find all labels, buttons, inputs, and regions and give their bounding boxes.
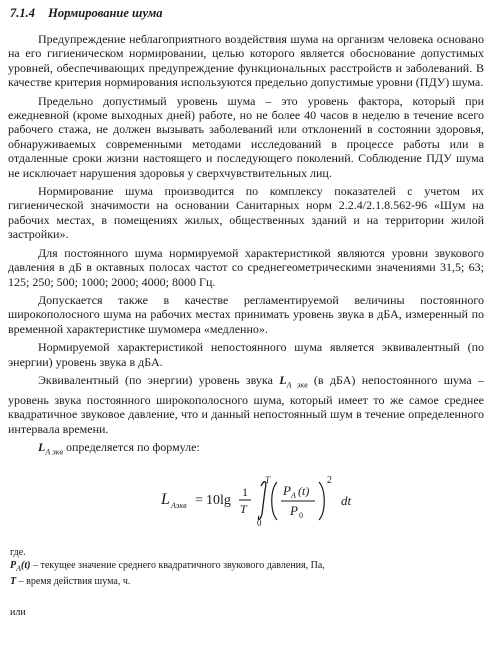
def-pa-sub: A xyxy=(16,563,21,573)
paragraph-nonconstant-noise: Нормируемой характеристикой непостоянного шума является эквивалентный (по энергии) уровень звука в дБА. xyxy=(8,340,484,369)
paragraph-constant-noise: Для постоянного шума нормируемой характеристикой являются уровни звукового давления в дБ в октавных полосах частот со среднегеометрическими значениями 31,5; 63; 125; 250; 500; 1000; 2000; 4000; 8000 Гц. xyxy=(8,245,484,289)
formula-dt: dt xyxy=(341,492,352,508)
formula-lhs: L xyxy=(161,490,170,508)
formula-inner-num: P xyxy=(283,482,291,498)
formula-int-lower: 0 xyxy=(257,517,262,528)
formula-intro-sub: А экв xyxy=(45,447,63,457)
definition-t xyxy=(10,575,484,588)
section-heading xyxy=(10,6,484,21)
formula-svg xyxy=(161,468,391,532)
paragraph-intro: Предупреждение неблагоприятного воздействия шума на организм человека основано на его гигиеническом нормировании, целью которого является обоснование допустимых уровней, обеспечивающих предупреждение функциональных расстройств и заболеваний. В качестве критерия нормирования используются предельно допустимые уровни (ПДУ) шума. xyxy=(8,32,484,90)
formula-intro-text: определяется по формуле: xyxy=(62,439,200,454)
formula-equals: = xyxy=(195,492,203,508)
trailing-word: или xyxy=(10,606,26,618)
right-paren-icon xyxy=(319,482,324,520)
def-pa-arg: (t) xyxy=(21,559,31,571)
paragraph-equivalent-level xyxy=(8,373,484,436)
integral-sign-icon xyxy=(258,481,265,519)
formula-inner-num-sub: A xyxy=(291,490,296,500)
paragraph-sanitary-norms: Нормирование шума производится по комплексу показателей с учетом их гигиенической значимости на основании Санитарных норм 2.2.4/2.1.8.562-96 «Шум на рабочих местах, в помещениях жилых, общественных зданий и на территории жилой застройки». xyxy=(8,184,484,242)
formula-int-upper: T xyxy=(265,474,271,485)
section-number: 7.1.4 xyxy=(10,6,35,20)
def-t-symbol: T xyxy=(10,575,17,587)
formula-block xyxy=(68,468,484,532)
def-pa-text: – текущее значение среднего квадратичного звукового давления, Па, xyxy=(30,559,325,571)
eq-text-after: (в дБА) непостоянного шума – уровень звука постоянного широкополосного шума, который имеет то же самое среднее квадратичное звуковое давление, что и данный непостоянный шум в течение определенного интервала времени. xyxy=(8,372,485,436)
def-t-text: – время действия шума, ч. xyxy=(16,575,131,587)
paragraph-broadband-noise: Допускается также в качестве регламентируемой величины постоянного широкополосного шума на рабочих местах принимать уровень звука в дБА, измеренный по временной характеристике шумомера «медленно». xyxy=(8,292,484,336)
formula-inner-den-sub: 0 xyxy=(299,510,303,520)
formula-lhs-sub: Aэкв xyxy=(171,500,187,510)
where-label: где. xyxy=(10,546,26,558)
formula-frac-den: T xyxy=(240,501,247,516)
formula-power: 2 xyxy=(327,474,332,486)
def-pa-symbol: P xyxy=(10,559,17,571)
formula-intro-symbol: L xyxy=(38,439,46,454)
definitions-block xyxy=(10,546,484,588)
eq-symbol: L xyxy=(279,372,287,387)
definition-pa xyxy=(10,559,484,575)
paragraph-pdu-definition: Предельно допустимый уровень шума – это уровень фактора, который при ежедневной (кроме выходных дней) работе, но не более 40 часов в неделю в течение всего рабочего стажа, не должен вызывать заболеваний или отклонений в состоянии здоровья, обнаруживаемых современными методами исследований в процессе работы или в отдаленные сроки жизни настоящего и последующего поколений. Соблюдение ПДУ шума не исключает нарушения здоровья у сверхчувствительных лиц. xyxy=(8,93,484,180)
eq-text-before: Эквивалентный (по энергии) уровень звука xyxy=(38,372,280,387)
formula-inner-den: P xyxy=(290,502,298,518)
formula-coef: 10lg xyxy=(206,492,231,508)
formula-intro xyxy=(8,440,484,460)
formula-frac-num: 1 xyxy=(242,484,248,499)
section-title: Нормирование шума xyxy=(48,6,163,20)
left-paren-icon xyxy=(272,482,277,520)
eq-symbol-sub: А экв xyxy=(286,380,308,390)
formula-inner-num-arg: (t) xyxy=(298,483,310,498)
